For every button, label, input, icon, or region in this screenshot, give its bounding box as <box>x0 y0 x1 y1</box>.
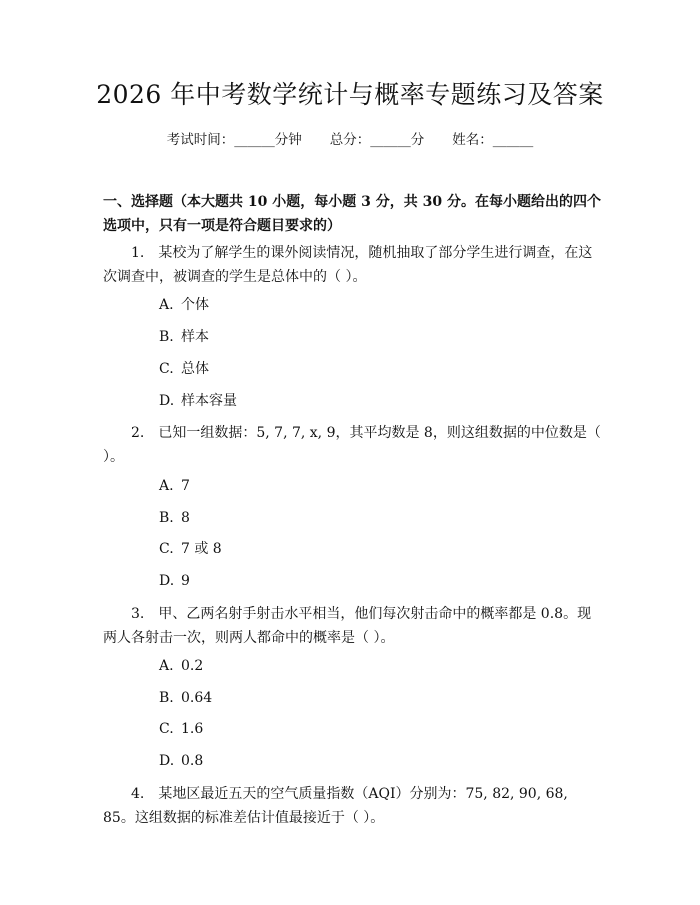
option-text: 总体 <box>181 361 209 377</box>
question-2-option-b <box>159 508 190 528</box>
question-4-text: 4. 某地区最近五天的空气质量指数（AQI）分别为：75, 82, 90, 68, 85。这组数据的标准差估计值最接近于（ ）。 <box>103 786 568 826</box>
question-3-text: 3. 甲、乙两名射手射击水平相当，他们每次射击命中的概率都是 0.8。现两人各射击一次，则两人都命中的概率是（ ）。 <box>103 606 592 646</box>
option-text: 0.2 <box>181 658 204 674</box>
option-label: B. <box>159 329 174 345</box>
option-label: C. <box>159 721 174 737</box>
option-label: B. <box>159 510 174 526</box>
option-label: B. <box>159 690 174 706</box>
option-text: 9 <box>181 573 190 589</box>
option-text: 样本 <box>181 329 209 345</box>
question-3-option-a <box>159 656 203 676</box>
option-label: C. <box>159 361 174 377</box>
question-1-option-d <box>159 391 237 411</box>
option-text: 0.64 <box>181 690 213 706</box>
option-label: C. <box>159 541 174 557</box>
question-2-option-d <box>159 571 190 591</box>
page-title: 2026 年中考数学统计与概率专题练习及答案 <box>96 80 604 109</box>
option-label: A. <box>159 658 174 674</box>
option-label: D. <box>159 753 175 769</box>
exam-score-field: 总分：______分 <box>329 132 425 148</box>
option-text: 1.6 <box>181 721 204 737</box>
question-2-option-a <box>159 476 190 496</box>
question-1-option-a <box>159 295 209 315</box>
exam-time-field: 考试时间：______分钟 <box>166 132 302 148</box>
option-text: 个体 <box>181 297 209 313</box>
question-1-option-b <box>159 327 209 347</box>
option-label: A. <box>159 297 174 313</box>
section-heading: 一、选择题（本大题共 10 小题，每小题 3 分，共 30 分。在每小题给出的四个选项中，只有一项是符合题目要求的） <box>103 194 601 234</box>
option-text: 7 <box>181 478 190 494</box>
exam-meta <box>0 130 700 150</box>
question-3-option-d <box>159 751 203 771</box>
student-name-field: 姓名：______ <box>452 132 534 148</box>
option-text: 7 或 8 <box>181 541 222 557</box>
option-text: 8 <box>181 510 190 526</box>
option-text: 样本容量 <box>181 393 237 409</box>
question-1-text: 1. 某校为了解学生的课外阅读情况，随机抽取了部分学生进行调查，在这次调查中，被调查的学生是总体中的（ ）。 <box>103 245 593 285</box>
option-text: 0.8 <box>181 753 204 769</box>
question-2-option-c <box>159 539 222 559</box>
option-label: A. <box>159 478 174 494</box>
option-label: D. <box>159 393 175 409</box>
question-1-option-c <box>159 359 209 379</box>
question-3-option-b <box>159 688 212 708</box>
option-label: D. <box>159 573 175 589</box>
question-3-option-c <box>159 719 203 739</box>
question-2-text: 2. 已知一组数据：5, 7, 7, x, 9，其平均数是 8，则这组数据的中位数是（ ）。 <box>103 425 601 465</box>
